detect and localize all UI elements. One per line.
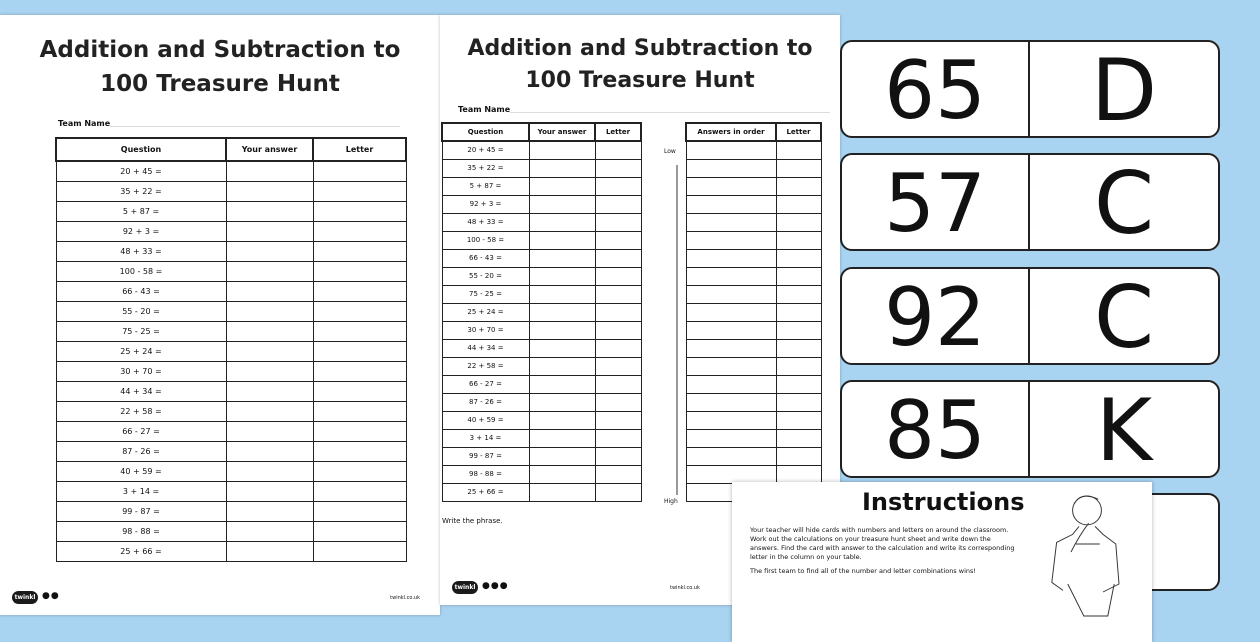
- worksheet-page-1: [0, 15, 440, 615]
- question-cell: 30 + 70 =: [442, 321, 529, 339]
- answer-cell[interactable]: [313, 161, 406, 181]
- question-cell: 30 + 70 =: [56, 361, 226, 381]
- table-row: [56, 481, 406, 501]
- table-row: [686, 267, 821, 285]
- write-phrase-label: Write the phrase.: [442, 517, 503, 525]
- answer-cell[interactable]: [776, 447, 821, 465]
- answer-cell[interactable]: [595, 195, 641, 213]
- dots-icon: ●●●: [482, 581, 509, 591]
- answer-cell[interactable]: [313, 401, 406, 421]
- answer-cell[interactable]: [313, 541, 406, 561]
- table-row: [56, 521, 406, 541]
- question-cell: 5 + 87 =: [442, 177, 529, 195]
- answer-cell[interactable]: [776, 267, 821, 285]
- table-row: [56, 361, 406, 381]
- table-row: [56, 341, 406, 361]
- answer-cell[interactable]: [226, 501, 313, 521]
- answer-cell[interactable]: [595, 267, 641, 285]
- answer-cell[interactable]: [686, 393, 776, 411]
- answer-cell[interactable]: [313, 181, 406, 201]
- answer-cell[interactable]: [595, 159, 641, 177]
- card-number: 85: [884, 384, 986, 477]
- table-row: [686, 357, 821, 375]
- twinkl-logo: twinkl: [452, 581, 478, 594]
- card-4: [840, 380, 1220, 481]
- answer-cell[interactable]: [595, 285, 641, 303]
- answer-cell[interactable]: [313, 461, 406, 481]
- table-row: [686, 447, 821, 465]
- table-row: [56, 221, 406, 241]
- instructions-page: [732, 482, 1152, 642]
- table-row: [686, 141, 821, 159]
- table-row: [686, 249, 821, 267]
- answer-cell[interactable]: [776, 285, 821, 303]
- answer-cell[interactable]: [686, 357, 776, 375]
- team-name-label: Team Name: [58, 119, 111, 128]
- answer-cell[interactable]: [686, 375, 776, 393]
- question-cell: 40 + 59 =: [56, 461, 226, 481]
- table-row: [442, 375, 641, 393]
- answer-cell[interactable]: [686, 195, 776, 213]
- answer-cell[interactable]: [226, 181, 313, 201]
- answer-cell[interactable]: [595, 213, 641, 231]
- answer-cell[interactable]: [529, 177, 595, 195]
- table-row: [56, 401, 406, 421]
- answer-cell[interactable]: [686, 213, 776, 231]
- table-row: [686, 411, 821, 429]
- answer-cell[interactable]: [226, 301, 313, 321]
- answer-cell[interactable]: [226, 261, 313, 281]
- answer-cell[interactable]: [686, 249, 776, 267]
- card-letter: D: [1090, 41, 1158, 141]
- answer-cell[interactable]: [529, 213, 595, 231]
- question-cell: 3 + 14 =: [442, 429, 529, 447]
- answer-cell[interactable]: [595, 447, 641, 465]
- answer-cell[interactable]: [529, 339, 595, 357]
- card-letter: C: [1093, 154, 1155, 254]
- question-cell: 75 - 25 =: [442, 285, 529, 303]
- answer-cell[interactable]: [529, 141, 595, 159]
- card-1: [840, 40, 1220, 141]
- low-label: Low: [664, 148, 676, 155]
- answer-cell[interactable]: [313, 261, 406, 281]
- table-row: [686, 321, 821, 339]
- question-cell: 22 + 58 =: [442, 357, 529, 375]
- answer-cell[interactable]: [686, 465, 776, 483]
- answer-cell[interactable]: [529, 159, 595, 177]
- table-row: [56, 421, 406, 441]
- table-row: [56, 241, 406, 261]
- answer-cell[interactable]: [529, 357, 595, 375]
- answer-cell[interactable]: [313, 341, 406, 361]
- answer-cell[interactable]: [226, 441, 313, 461]
- question-table: Question Your answer Letter 20 + 45 = 35 + 22 = 5 + 87 = 92 + 3 = 48 + 33 = 100 - 58 = 66 - 43 = 55 - 20 = 75 - 25 = 25 + 24 = 30 + 70 = 44 + 34 = 22 + 58 = 66 - 27 = 87 - 26 = 40 + 59 = 3 + 14 = 99 - 87 = 98 - 88 = 25 + 66 =: [55, 137, 407, 562]
- answer-cell[interactable]: [776, 159, 821, 177]
- answer-cell[interactable]: [226, 541, 313, 561]
- card-number: 92: [884, 271, 986, 364]
- table-row: [442, 483, 641, 501]
- answer-cell[interactable]: [226, 401, 313, 421]
- dots-icon: ●●: [42, 591, 60, 601]
- answer-cell[interactable]: [595, 483, 641, 501]
- instructions-title: Instructions: [862, 488, 1025, 516]
- question-cell: 22 + 58 =: [56, 401, 226, 421]
- answer-cell[interactable]: [529, 303, 595, 321]
- table-row: [56, 441, 406, 461]
- answer-cell[interactable]: [595, 249, 641, 267]
- worksheet-title: Addition and Subtraction to 100 Treasure Hunt: [467, 36, 813, 93]
- answer-cell[interactable]: [776, 357, 821, 375]
- question-cell: 66 - 27 =: [442, 375, 529, 393]
- answer-cell[interactable]: [226, 421, 313, 441]
- question-cell: 3 + 14 =: [56, 481, 226, 501]
- answer-cell[interactable]: [776, 303, 821, 321]
- table-row: [442, 429, 641, 447]
- question-cell: 92 + 3 =: [442, 195, 529, 213]
- answer-cell[interactable]: [776, 141, 821, 159]
- answer-cell[interactable]: [226, 461, 313, 481]
- table-row: [56, 541, 406, 561]
- question-cell: 44 + 34 =: [56, 381, 226, 401]
- answer-cell[interactable]: [529, 267, 595, 285]
- question-cell: 25 + 66 =: [56, 541, 226, 561]
- answer-cell[interactable]: [313, 381, 406, 401]
- table-row: [686, 213, 821, 231]
- question-cell: 5 + 87 =: [56, 201, 226, 221]
- answer-cell[interactable]: [595, 231, 641, 249]
- answer-cell[interactable]: [529, 195, 595, 213]
- question-cell: 99 - 87 =: [56, 501, 226, 521]
- table-row: [442, 195, 641, 213]
- question-cell: 40 + 59 =: [442, 411, 529, 429]
- worksheet-title: Addition and Subtraction to 100 Treasure Hunt: [39, 37, 401, 97]
- answer-cell[interactable]: [595, 429, 641, 447]
- answer-cell[interactable]: [776, 195, 821, 213]
- table-row: [56, 501, 406, 521]
- footer: [0, 589, 440, 607]
- card-letter: C: [1093, 268, 1155, 368]
- table-row: [442, 465, 641, 483]
- answer-cell[interactable]: [313, 221, 406, 241]
- answer-cell[interactable]: [595, 321, 641, 339]
- answer-cell[interactable]: [686, 429, 776, 447]
- answer-cell[interactable]: [313, 441, 406, 461]
- question-cell: 98 - 88 =: [442, 465, 529, 483]
- table-row: [686, 285, 821, 303]
- answer-cell[interactable]: [226, 341, 313, 361]
- question-cell: 20 + 45 =: [442, 141, 529, 159]
- answer-cell[interactable]: [776, 411, 821, 429]
- answer-cell[interactable]: [529, 321, 595, 339]
- question-table: Question Your answer Letter 20 + 45 = 35 + 22 = 5 + 87 = 92 + 3 = 48 + 33 = 100 - 58 = 66 - 43 = 55 - 20 = 75 - 25 = 25 + 24 = 30 + 70 = 44 + 34 = 22 + 58 = 66 - 27 = 87 - 26 = 40 + 59 = 3 + 14 = 99 - 87 = 98 - 88 = 25 + 66 =: [441, 122, 642, 502]
- table-row: [442, 159, 641, 177]
- question-cell: 66 - 43 =: [56, 281, 226, 301]
- table-row: [56, 261, 406, 281]
- question-cell: 55 - 20 =: [56, 301, 226, 321]
- card-2: [840, 153, 1220, 254]
- table-row: [442, 231, 641, 249]
- answer-cell[interactable]: [686, 303, 776, 321]
- answer-cell[interactable]: [529, 447, 595, 465]
- instructions-text: The first team to find all of the number and letter combinations wins!: [750, 567, 976, 575]
- table-row: [56, 201, 406, 221]
- question-cell: 20 + 45 =: [56, 161, 226, 181]
- question-cell: 100 - 58 =: [442, 231, 529, 249]
- answer-cell[interactable]: [595, 141, 641, 159]
- question-cell: 44 + 34 =: [442, 339, 529, 357]
- answer-cell[interactable]: [776, 231, 821, 249]
- question-cell: 87 - 26 =: [56, 441, 226, 461]
- table-row: [686, 303, 821, 321]
- answer-cell[interactable]: [226, 241, 313, 261]
- question-cell: 66 - 27 =: [56, 421, 226, 441]
- table-row: [56, 301, 406, 321]
- team-name-label: Team Name: [458, 105, 511, 114]
- card-letter: K: [1095, 381, 1153, 481]
- table-row: [442, 177, 641, 195]
- answer-cell[interactable]: [313, 241, 406, 261]
- table-row: [442, 321, 641, 339]
- question-cell: 25 + 24 =: [442, 303, 529, 321]
- answer-cell[interactable]: [529, 285, 595, 303]
- answer-cell[interactable]: [226, 161, 313, 181]
- answer-cell[interactable]: [529, 231, 595, 249]
- table-row: [56, 181, 406, 201]
- question-cell: 55 - 20 =: [442, 267, 529, 285]
- answers-order-table: Answers in order Letter: [685, 122, 822, 502]
- table-row: [442, 141, 641, 159]
- table-row: [442, 411, 641, 429]
- answer-cell[interactable]: [226, 321, 313, 341]
- question-cell: 48 + 33 =: [56, 241, 226, 261]
- thinking-child-illustration: [1047, 488, 1127, 624]
- answer-cell[interactable]: [776, 339, 821, 357]
- table-row: [56, 161, 406, 181]
- answer-cell[interactable]: [226, 361, 313, 381]
- table-row: [442, 213, 641, 231]
- footer-url: twinkl.co.uk: [670, 585, 700, 591]
- question-cell: 98 - 88 =: [56, 521, 226, 541]
- card-number: 57: [884, 157, 986, 250]
- answer-cell[interactable]: [529, 393, 595, 411]
- answer-cell[interactable]: [776, 249, 821, 267]
- table-row: [686, 195, 821, 213]
- answer-cell[interactable]: [686, 321, 776, 339]
- table-row: [442, 303, 641, 321]
- answer-cell[interactable]: [686, 177, 776, 195]
- order-axis: [676, 165, 678, 495]
- question-cell: 92 + 3 =: [56, 221, 226, 241]
- question-cell: 35 + 22 =: [442, 159, 529, 177]
- table-row: [442, 393, 641, 411]
- answer-cell[interactable]: [686, 411, 776, 429]
- question-cell: 25 + 66 =: [442, 483, 529, 501]
- answer-cell[interactable]: [529, 465, 595, 483]
- twinkl-logo: twinkl: [12, 591, 38, 604]
- question-cell: 66 - 43 =: [442, 249, 529, 267]
- answer-cell[interactable]: [776, 465, 821, 483]
- table-row: [686, 429, 821, 447]
- answer-cell[interactable]: [313, 361, 406, 381]
- table-row: [442, 447, 641, 465]
- card-3: [840, 267, 1220, 368]
- instructions-text: Your teacher will hide cards with numbers and letters on around the classroom. Work out the calculations on your treasure hunt sheet and write down the answers. Find the card with answer to the calculation and write its corresponding letter in the column on your table.: [750, 526, 1015, 561]
- answer-cell[interactable]: [686, 159, 776, 177]
- table-row: [686, 375, 821, 393]
- table-row: [56, 381, 406, 401]
- answer-cell[interactable]: [595, 411, 641, 429]
- table-row: [442, 285, 641, 303]
- answer-cell[interactable]: [313, 321, 406, 341]
- answer-cell[interactable]: [313, 481, 406, 501]
- card-number: 65: [884, 44, 986, 137]
- answer-cell[interactable]: [226, 221, 313, 241]
- answer-cell[interactable]: [313, 521, 406, 541]
- answer-cell[interactable]: [595, 339, 641, 357]
- answer-cell[interactable]: [686, 447, 776, 465]
- answer-cell[interactable]: [595, 375, 641, 393]
- table-row: [442, 249, 641, 267]
- answer-cell[interactable]: [776, 321, 821, 339]
- answer-cell[interactable]: [529, 375, 595, 393]
- answer-cell[interactable]: [226, 481, 313, 501]
- table-row: [442, 267, 641, 285]
- answer-cell[interactable]: [686, 231, 776, 249]
- answer-cell[interactable]: [313, 501, 406, 521]
- answer-cell[interactable]: [686, 285, 776, 303]
- table-row: [686, 231, 821, 249]
- answer-cell[interactable]: [595, 393, 641, 411]
- answer-cell[interactable]: [226, 201, 313, 221]
- answer-cell[interactable]: [776, 177, 821, 195]
- question-cell: 100 - 58 =: [56, 261, 226, 281]
- answer-cell[interactable]: [595, 177, 641, 195]
- answer-cell[interactable]: [313, 421, 406, 441]
- table-row: [686, 393, 821, 411]
- answer-cell[interactable]: [313, 281, 406, 301]
- question-cell: 99 - 87 =: [442, 447, 529, 465]
- answer-cell[interactable]: [313, 201, 406, 221]
- question-cell: 75 - 25 =: [56, 321, 226, 341]
- answer-cell[interactable]: [776, 213, 821, 231]
- answer-cell[interactable]: [595, 303, 641, 321]
- table-row: [56, 281, 406, 301]
- table-row: [442, 357, 641, 375]
- answer-cell[interactable]: [529, 429, 595, 447]
- answer-cell[interactable]: [595, 357, 641, 375]
- answer-cell[interactable]: [686, 339, 776, 357]
- answer-cell[interactable]: [686, 141, 776, 159]
- question-cell: 87 - 26 =: [442, 393, 529, 411]
- answer-cell[interactable]: [776, 393, 821, 411]
- question-cell: 25 + 24 =: [56, 341, 226, 361]
- table-row: [686, 339, 821, 357]
- answer-cell[interactable]: [226, 281, 313, 301]
- question-cell: 48 + 33 =: [442, 213, 529, 231]
- answer-cell[interactable]: [226, 521, 313, 541]
- answer-cell[interactable]: [776, 429, 821, 447]
- footer-url: twinkl.co.uk: [390, 595, 420, 601]
- answer-cell[interactable]: [595, 465, 641, 483]
- answer-cell[interactable]: [776, 375, 821, 393]
- table-row: [686, 159, 821, 177]
- answer-cell[interactable]: [226, 381, 313, 401]
- table-row: [442, 339, 641, 357]
- answer-cell[interactable]: [686, 267, 776, 285]
- table-row: [56, 461, 406, 481]
- table-row: [686, 177, 821, 195]
- table-row: [686, 465, 821, 483]
- answer-cell[interactable]: [313, 301, 406, 321]
- answer-cell[interactable]: [529, 483, 595, 501]
- answer-cell[interactable]: [529, 249, 595, 267]
- table-row: [56, 321, 406, 341]
- question-cell: 35 + 22 =: [56, 181, 226, 201]
- answer-cell[interactable]: [529, 411, 595, 429]
- high-label: High: [664, 498, 678, 505]
